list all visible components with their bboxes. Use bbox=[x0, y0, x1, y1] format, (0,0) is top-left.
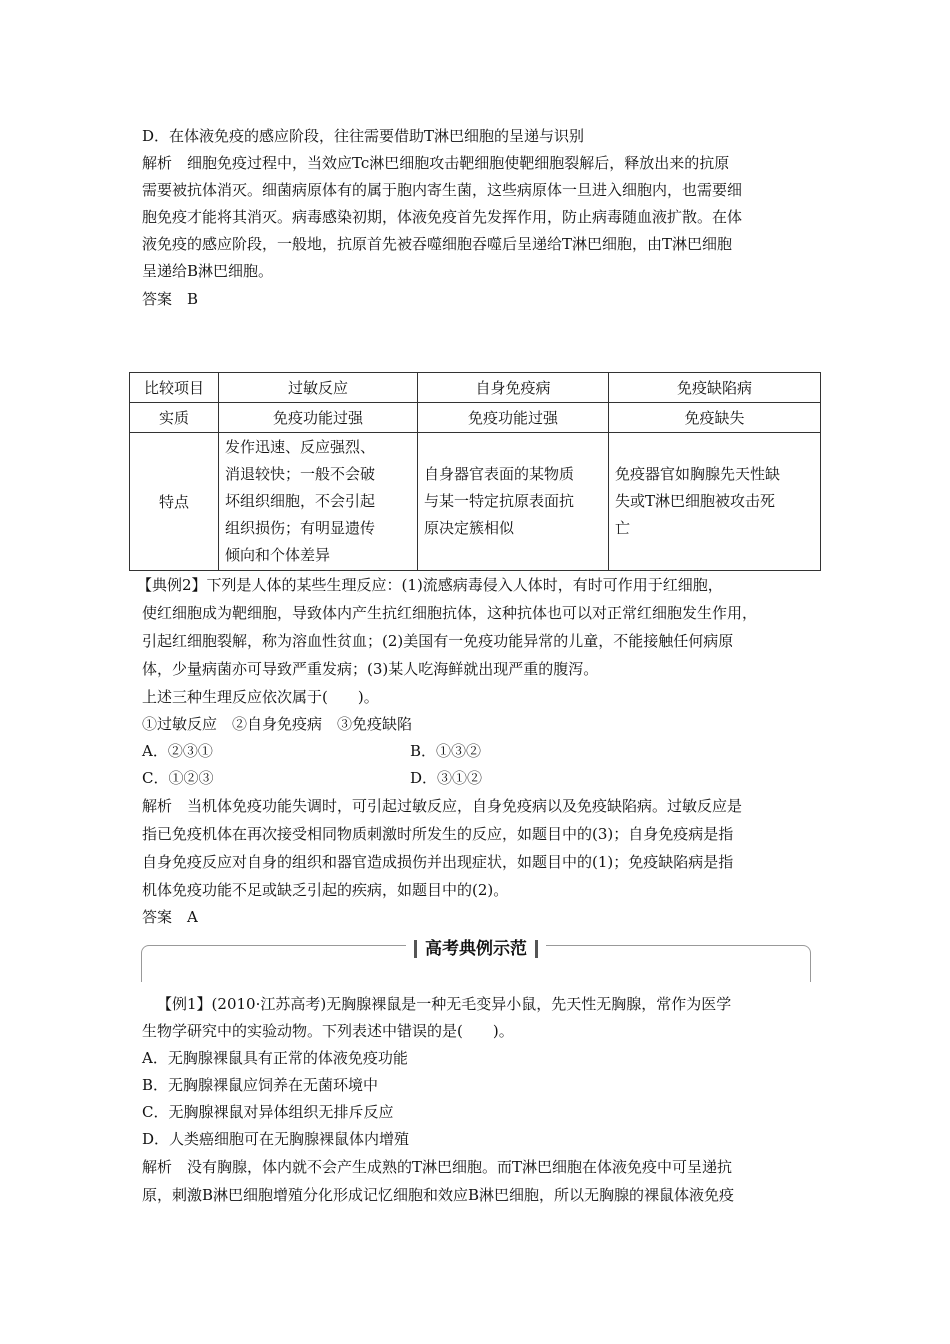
example2-line: 体，少量病菌亦可导致严重发病；(3)某人吃海鲜就出现严重的腹泻。 bbox=[142, 660, 599, 678]
comparison-table bbox=[129, 372, 821, 571]
example2-line: 上述三种生理反应依次属于( )。 bbox=[142, 688, 379, 706]
example1-option: B．无胸腺裸鼠应饲养在无菌环境中 bbox=[142, 1076, 379, 1094]
analysis-line: 指已免疫机体在再次接受相同物质刺激时所发生的反应，如题目中的(3)；自身免疫病是指 bbox=[142, 825, 734, 843]
cell-line: 失或T淋巴细胞被攻击死 bbox=[615, 492, 776, 510]
section-title-text: 高考典例示范 bbox=[425, 939, 527, 959]
example2-line: 【典例2】下列是人体的某些生理反应：(1)流感病毒侵入人体时，有时可作用于红细胞， bbox=[137, 576, 723, 594]
cell-line: 倾向和个体差异 bbox=[225, 546, 331, 564]
example1-stem: 生物学研究中的实验动物。下列表述中错误的是( )。 bbox=[142, 1022, 514, 1040]
table-row bbox=[130, 433, 821, 571]
table-cell: 实质 bbox=[130, 403, 219, 433]
example1-option: A．无胸腺裸鼠具有正常的体液免疫功能 bbox=[142, 1049, 408, 1067]
bar-decoration bbox=[535, 940, 538, 958]
cell-line: 自身器官表面的某物质 bbox=[424, 465, 575, 483]
answer-text: 答案 B bbox=[142, 290, 199, 308]
analysis-line: 自身免疫反应对自身的组织和器官造成损伤并出现症状，如题目中的(1)；免疫缺陷病是指 bbox=[142, 853, 734, 871]
analysis-line: 需要被抗体消灭。细菌病原体有的属于胞内寄生菌，这些病原体一旦进入细胞内，也需要细 bbox=[142, 181, 743, 199]
analysis-line: 液免疫的感应阶段，一般地，抗原首先被吞噬细胞吞噬后呈递给T淋巴细胞，由T淋巴细胞 bbox=[142, 235, 733, 253]
option-b: B．①③② bbox=[410, 742, 482, 760]
analysis-line: 机体免疫功能不足或缺乏引起的疾病，如题目中的(2)。 bbox=[142, 881, 509, 899]
table-cell-autoimmune bbox=[418, 433, 609, 571]
cell-line: 组织损伤；有明显遗传 bbox=[225, 519, 376, 537]
answer-text: 答案 A bbox=[142, 908, 198, 926]
analysis-line: 原，刺激B淋巴细胞增殖分化形成记忆细胞和效应B淋巴细胞，所以无胸腺的裸鼠体液免疫 bbox=[142, 1186, 735, 1204]
table-header-cell: 比较项目 bbox=[130, 373, 219, 403]
table-cell: 免疫功能过强 bbox=[219, 403, 418, 433]
table-row bbox=[130, 403, 821, 433]
example2-line: ①过敏反应 ②自身免疫病 ③免疫缺陷 bbox=[142, 715, 413, 733]
table-header-row bbox=[130, 373, 821, 403]
analysis-line: 解析 没有胸腺，体内就不会产生成熟的T淋巴细胞。而T淋巴细胞在体液免疫中可呈递抗 bbox=[142, 1158, 733, 1176]
example1-option: D．人类癌细胞可在无胸腺裸鼠体内增殖 bbox=[142, 1130, 410, 1148]
cell-line: 亡 bbox=[615, 519, 631, 537]
section-title bbox=[142, 934, 810, 959]
option-d-text: D．在体液免疫的感应阶段，往往需要借助T淋巴细胞的呈递与识别 bbox=[142, 127, 585, 145]
cell-line: 免疫器官如胸腺先天性缺 bbox=[615, 465, 781, 483]
table-cell: 免疫缺失 bbox=[609, 403, 821, 433]
table-cell: 免疫功能过强 bbox=[418, 403, 609, 433]
example1-option: C．无胸腺裸鼠对异体组织无排斥反应 bbox=[142, 1103, 394, 1121]
example1-stem: 【例1】(2010·江苏高考)无胸腺裸鼠是一种无毛变异小鼠，先天性无胸腺，常作为医学 bbox=[157, 995, 732, 1013]
cell-line: 消退较快；一般不会破 bbox=[225, 465, 376, 483]
table-cell-deficiency bbox=[609, 433, 821, 571]
table-cell-allergy bbox=[219, 433, 418, 571]
analysis-line: 解析 当机体免疫功能失调时，可引起过敏反应，自身免疫病以及免疫缺陷病。过敏反应是 bbox=[142, 797, 743, 815]
example2-line: 使红细胞成为靶细胞，导致体内产生抗红细胞抗体，这种抗体也可以对正常红细胞发生作用， bbox=[142, 604, 758, 622]
analysis-line: 解析 细胞免疫过程中，当效应Tc淋巴细胞攻击靶细胞使靶细胞裂解后，释放出来的抗原 bbox=[142, 154, 730, 172]
table-header-cell: 自身免疫病 bbox=[418, 373, 609, 403]
section-header-box bbox=[141, 939, 811, 982]
table-cell: 特点 bbox=[130, 433, 219, 571]
option-a: A．②③① bbox=[142, 742, 213, 760]
analysis-line: 呈递给B淋巴细胞。 bbox=[142, 262, 274, 280]
example2-line: 引起红细胞裂解，称为溶血性贫血；(2)美国有一免疫功能异常的儿童，不能接触任何病原 bbox=[142, 632, 734, 650]
table-header-cell: 过敏反应 bbox=[219, 373, 418, 403]
bar-decoration bbox=[414, 940, 417, 958]
cell-line: 与某一特定抗原表面抗 bbox=[424, 492, 575, 510]
cell-line: 原决定簇相似 bbox=[424, 519, 515, 537]
option-c: C．①②③ bbox=[142, 769, 214, 787]
cell-line: 坏组织细胞，不会引起 bbox=[225, 492, 376, 510]
cell-line: 发作迅速、反应强烈、 bbox=[225, 438, 376, 456]
analysis-line: 胞免疫才能将其消灭。病毒感染初期，体液免疫首先发挥作用，防止病毒随血液扩散。在体 bbox=[142, 208, 743, 226]
option-d: D．③①② bbox=[410, 769, 483, 787]
table-header-cell: 免疫缺陷病 bbox=[609, 373, 821, 403]
